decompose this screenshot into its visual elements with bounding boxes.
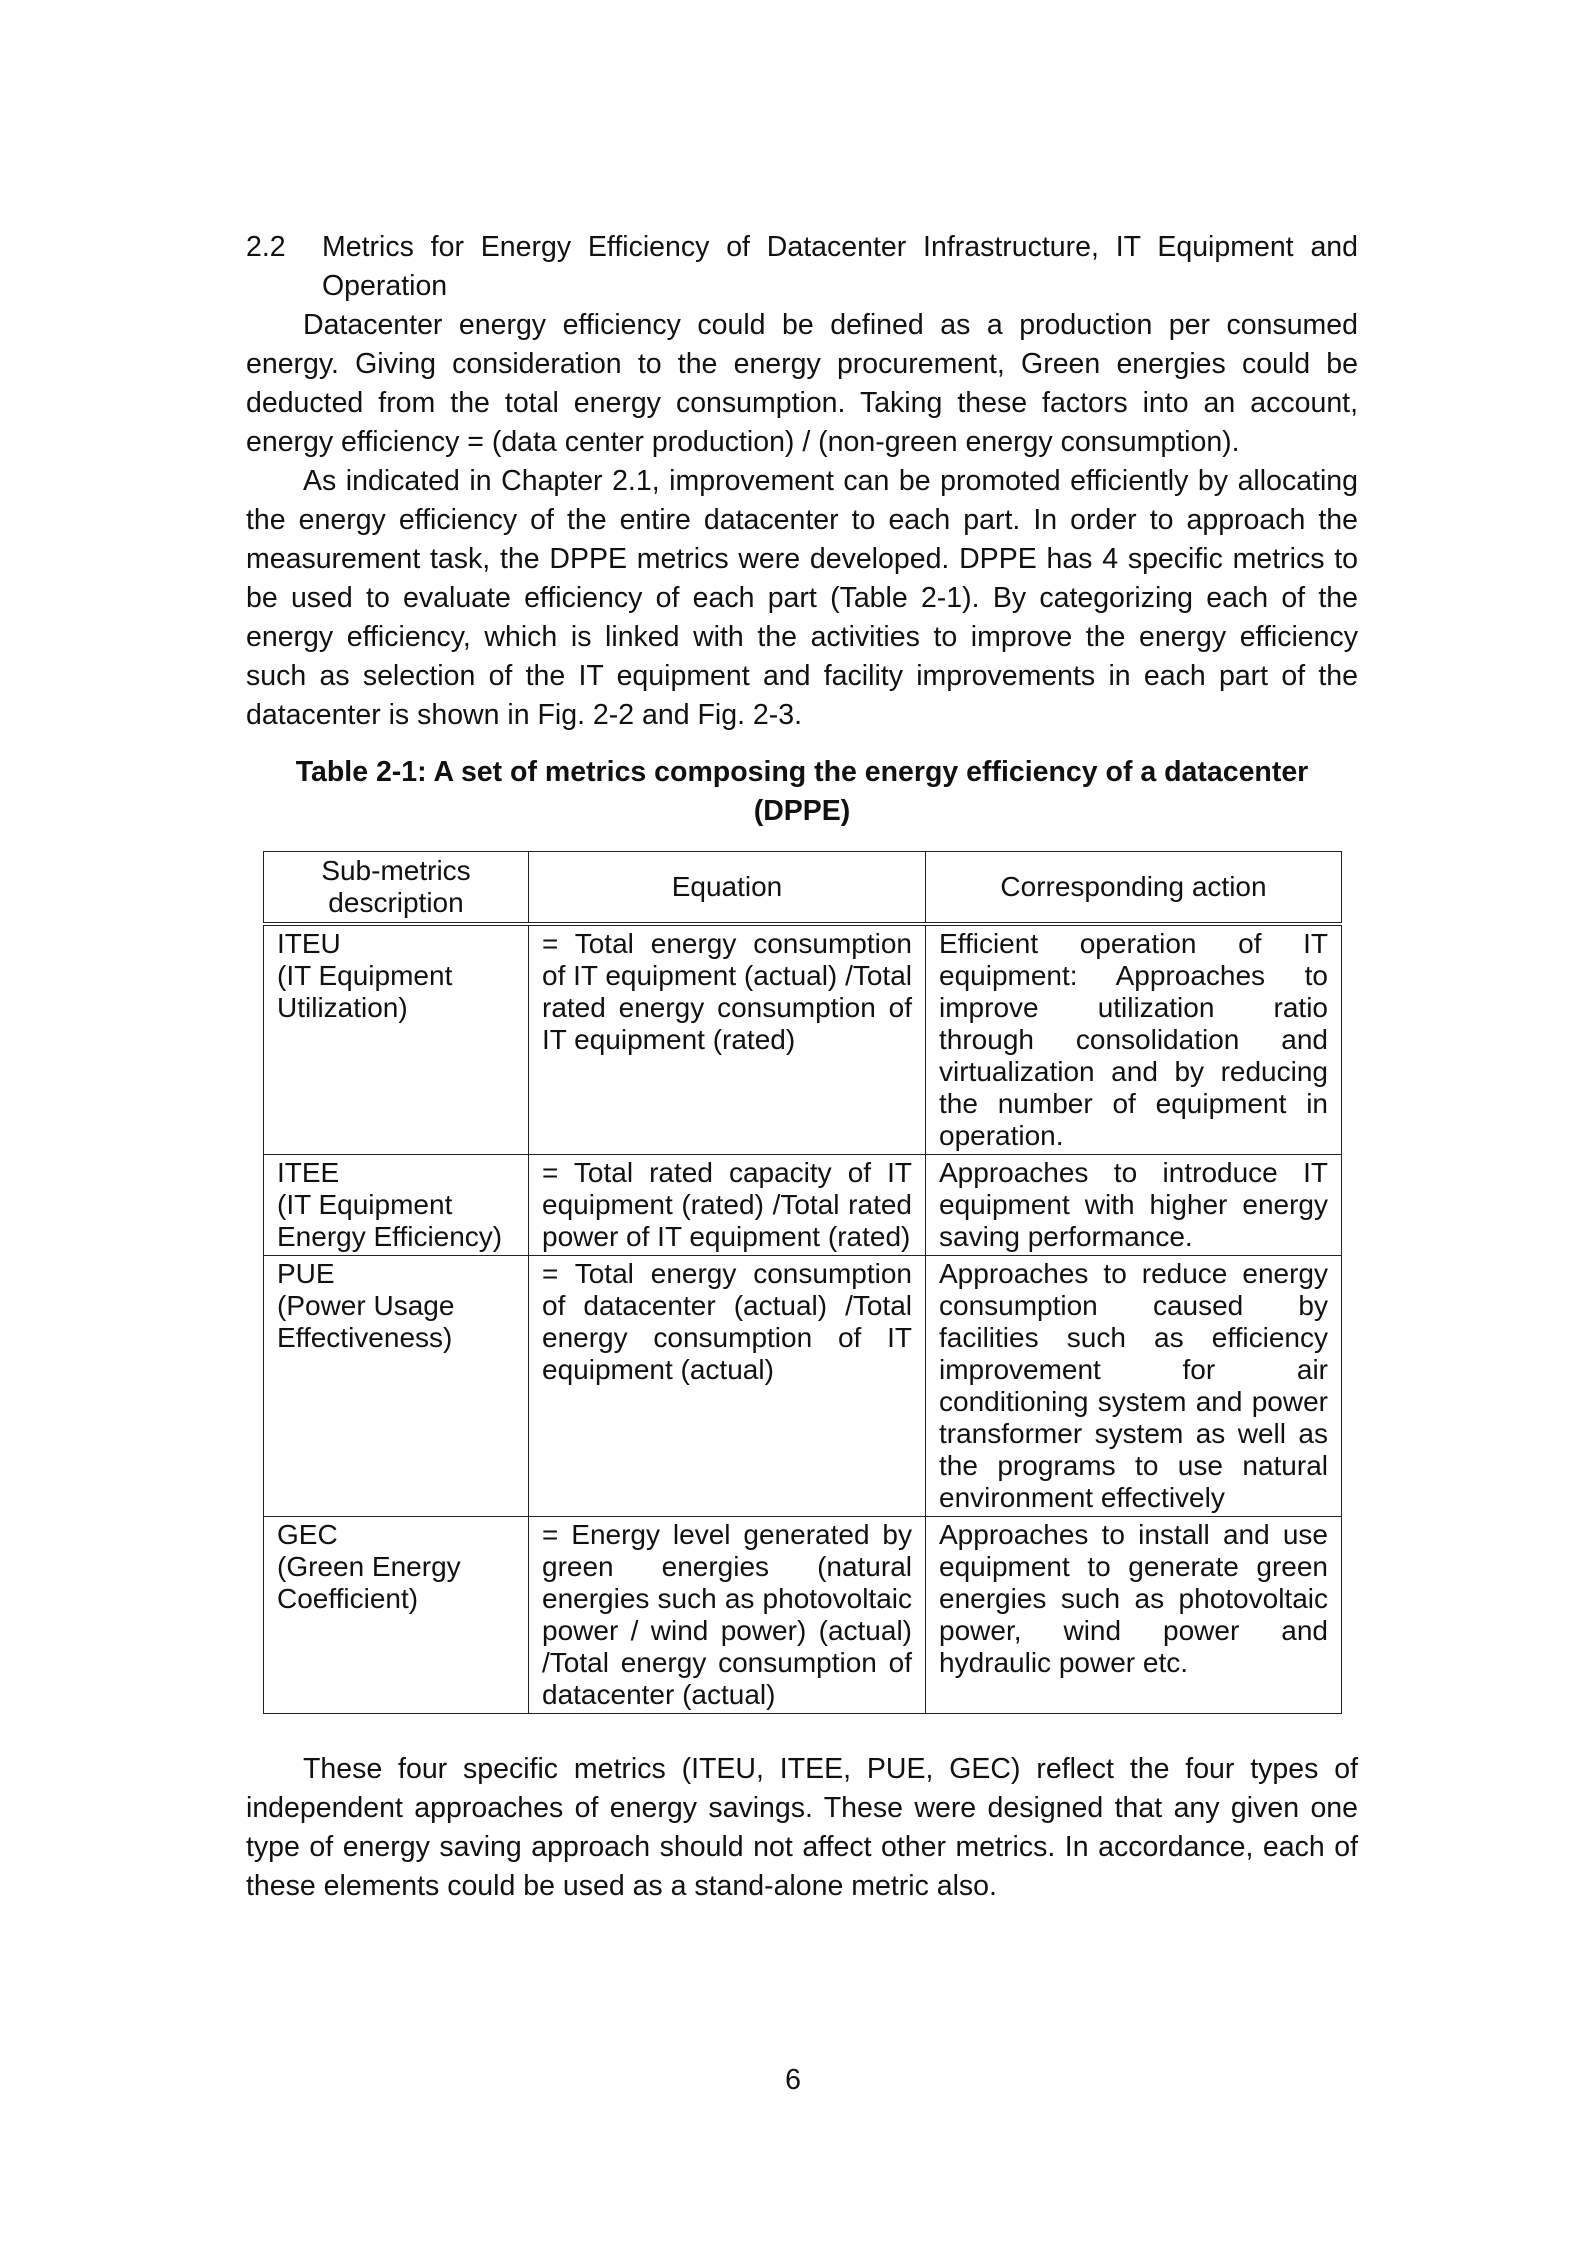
paragraph-dppe-metrics: As indicated in Chapter 2.1, improvement can be promoted efficiently by allocating the energy efficiency of the entire datacenter to each part. In order to approach the measurement task, the DPPE metrics were developed. DPPE has 4 specific metrics to be used to evaluate efficiency of each part (Table 2-1). By categorizing each of the energy efficiency, which is linked with the activities to improve the energy efficiency such as selection of the IT equipment and facility improvements in each part of the datacenter is shown in Fig. 2-2 and Fig. 2-3. (246, 465, 1358, 731)
metric-name: (Power Usage Effectiveness) (277, 1290, 455, 1353)
metric-equation: = Total energy consumption of IT equipment (actual) /Total rated energy consumption of IT equipment (rated) (529, 924, 926, 1155)
header-description: Sub-metrics description (264, 852, 529, 925)
metric-equation: = Total energy consumption of datacenter (actual) /Total energy consumption of IT equipment (actual) (529, 1256, 926, 1517)
metric-name: (IT Equipment Utilization) (277, 960, 453, 1023)
metric-action: Approaches to reduce energy consumption caused by facilities such as efficiency improvement for air conditioning system and power transformer system as well as the programs to use natural environment effectively (926, 1256, 1342, 1517)
metric-description (264, 924, 529, 1155)
metric-abbr: ITEE (277, 1157, 340, 1188)
header-equation: Equation (529, 852, 926, 925)
metric-equation: = Energy level generated by green energies (natural energies such as photovoltaic power / wind power) (actual) /Total energy consumption of datacenter (actual) (529, 1517, 926, 1714)
page-number: 6 (785, 2064, 801, 2096)
metric-name: (Green Energy Coefficient) (277, 1551, 461, 1614)
metric-action: Approaches to install and use equipment to generate green energies such as photovoltaic power, wind power and hydraulic power etc. (926, 1517, 1342, 1714)
section-heading (246, 228, 1358, 306)
metric-action: Efficient operation of IT equipment: Approaches to improve utilization ratio through consolidation and virtualization and by reducing the number of equipment in operation. (926, 924, 1342, 1155)
metric-equation: = Total rated capacity of IT equipment (rated) /Total rated power of IT equipment (rated) (529, 1155, 926, 1256)
metric-action: Approaches to introduce IT equipment with higher energy saving performance. (926, 1155, 1342, 1256)
metric-description (264, 1155, 529, 1256)
table-caption: Table 2-1: A set of metrics composing the energy efficiency of a datacenter (DPPE) (295, 756, 1309, 827)
metric-description (264, 1256, 529, 1517)
table-header-row (264, 852, 1342, 925)
table-row-pue (264, 1256, 1342, 1517)
metric-name: (IT Equipment Energy Efficiency) (277, 1189, 503, 1252)
page-content (246, 228, 1358, 1906)
table-row-itee (264, 1155, 1342, 1256)
metric-abbr: GEC (277, 1519, 338, 1550)
paragraph-energy-efficiency-definition: Datacenter energy efficiency could be defined as a production per consumed energy. Giving consideration to the energy procurement, Green energies could be deducted from the total energy consumption. Taking these factors into an account, energy efficiency = (data center production) / (non-green energy consumption). (246, 309, 1358, 458)
table-row-iteu (264, 924, 1342, 1155)
metric-abbr: ITEU (277, 928, 341, 959)
section-title: Metrics for Energy Efficiency of Datacenter Infrastructure, IT Equipment and Operation (322, 231, 1358, 302)
header-action: Corresponding action (926, 852, 1342, 925)
table-row-gec (264, 1517, 1342, 1714)
paragraph-four-metrics: These four specific metrics (ITEU, ITEE, PUE, GEC) reflect the four types of independent approaches of energy savings. These were designed that any given one type of energy saving approach should not affect other metrics. In accordance, each of these elements could be used as a stand-alone metric also. (246, 1753, 1358, 1902)
metric-description (264, 1517, 529, 1714)
metrics-table (263, 851, 1342, 1714)
metric-abbr: PUE (277, 1258, 335, 1289)
section-number: 2.2 (246, 231, 286, 263)
